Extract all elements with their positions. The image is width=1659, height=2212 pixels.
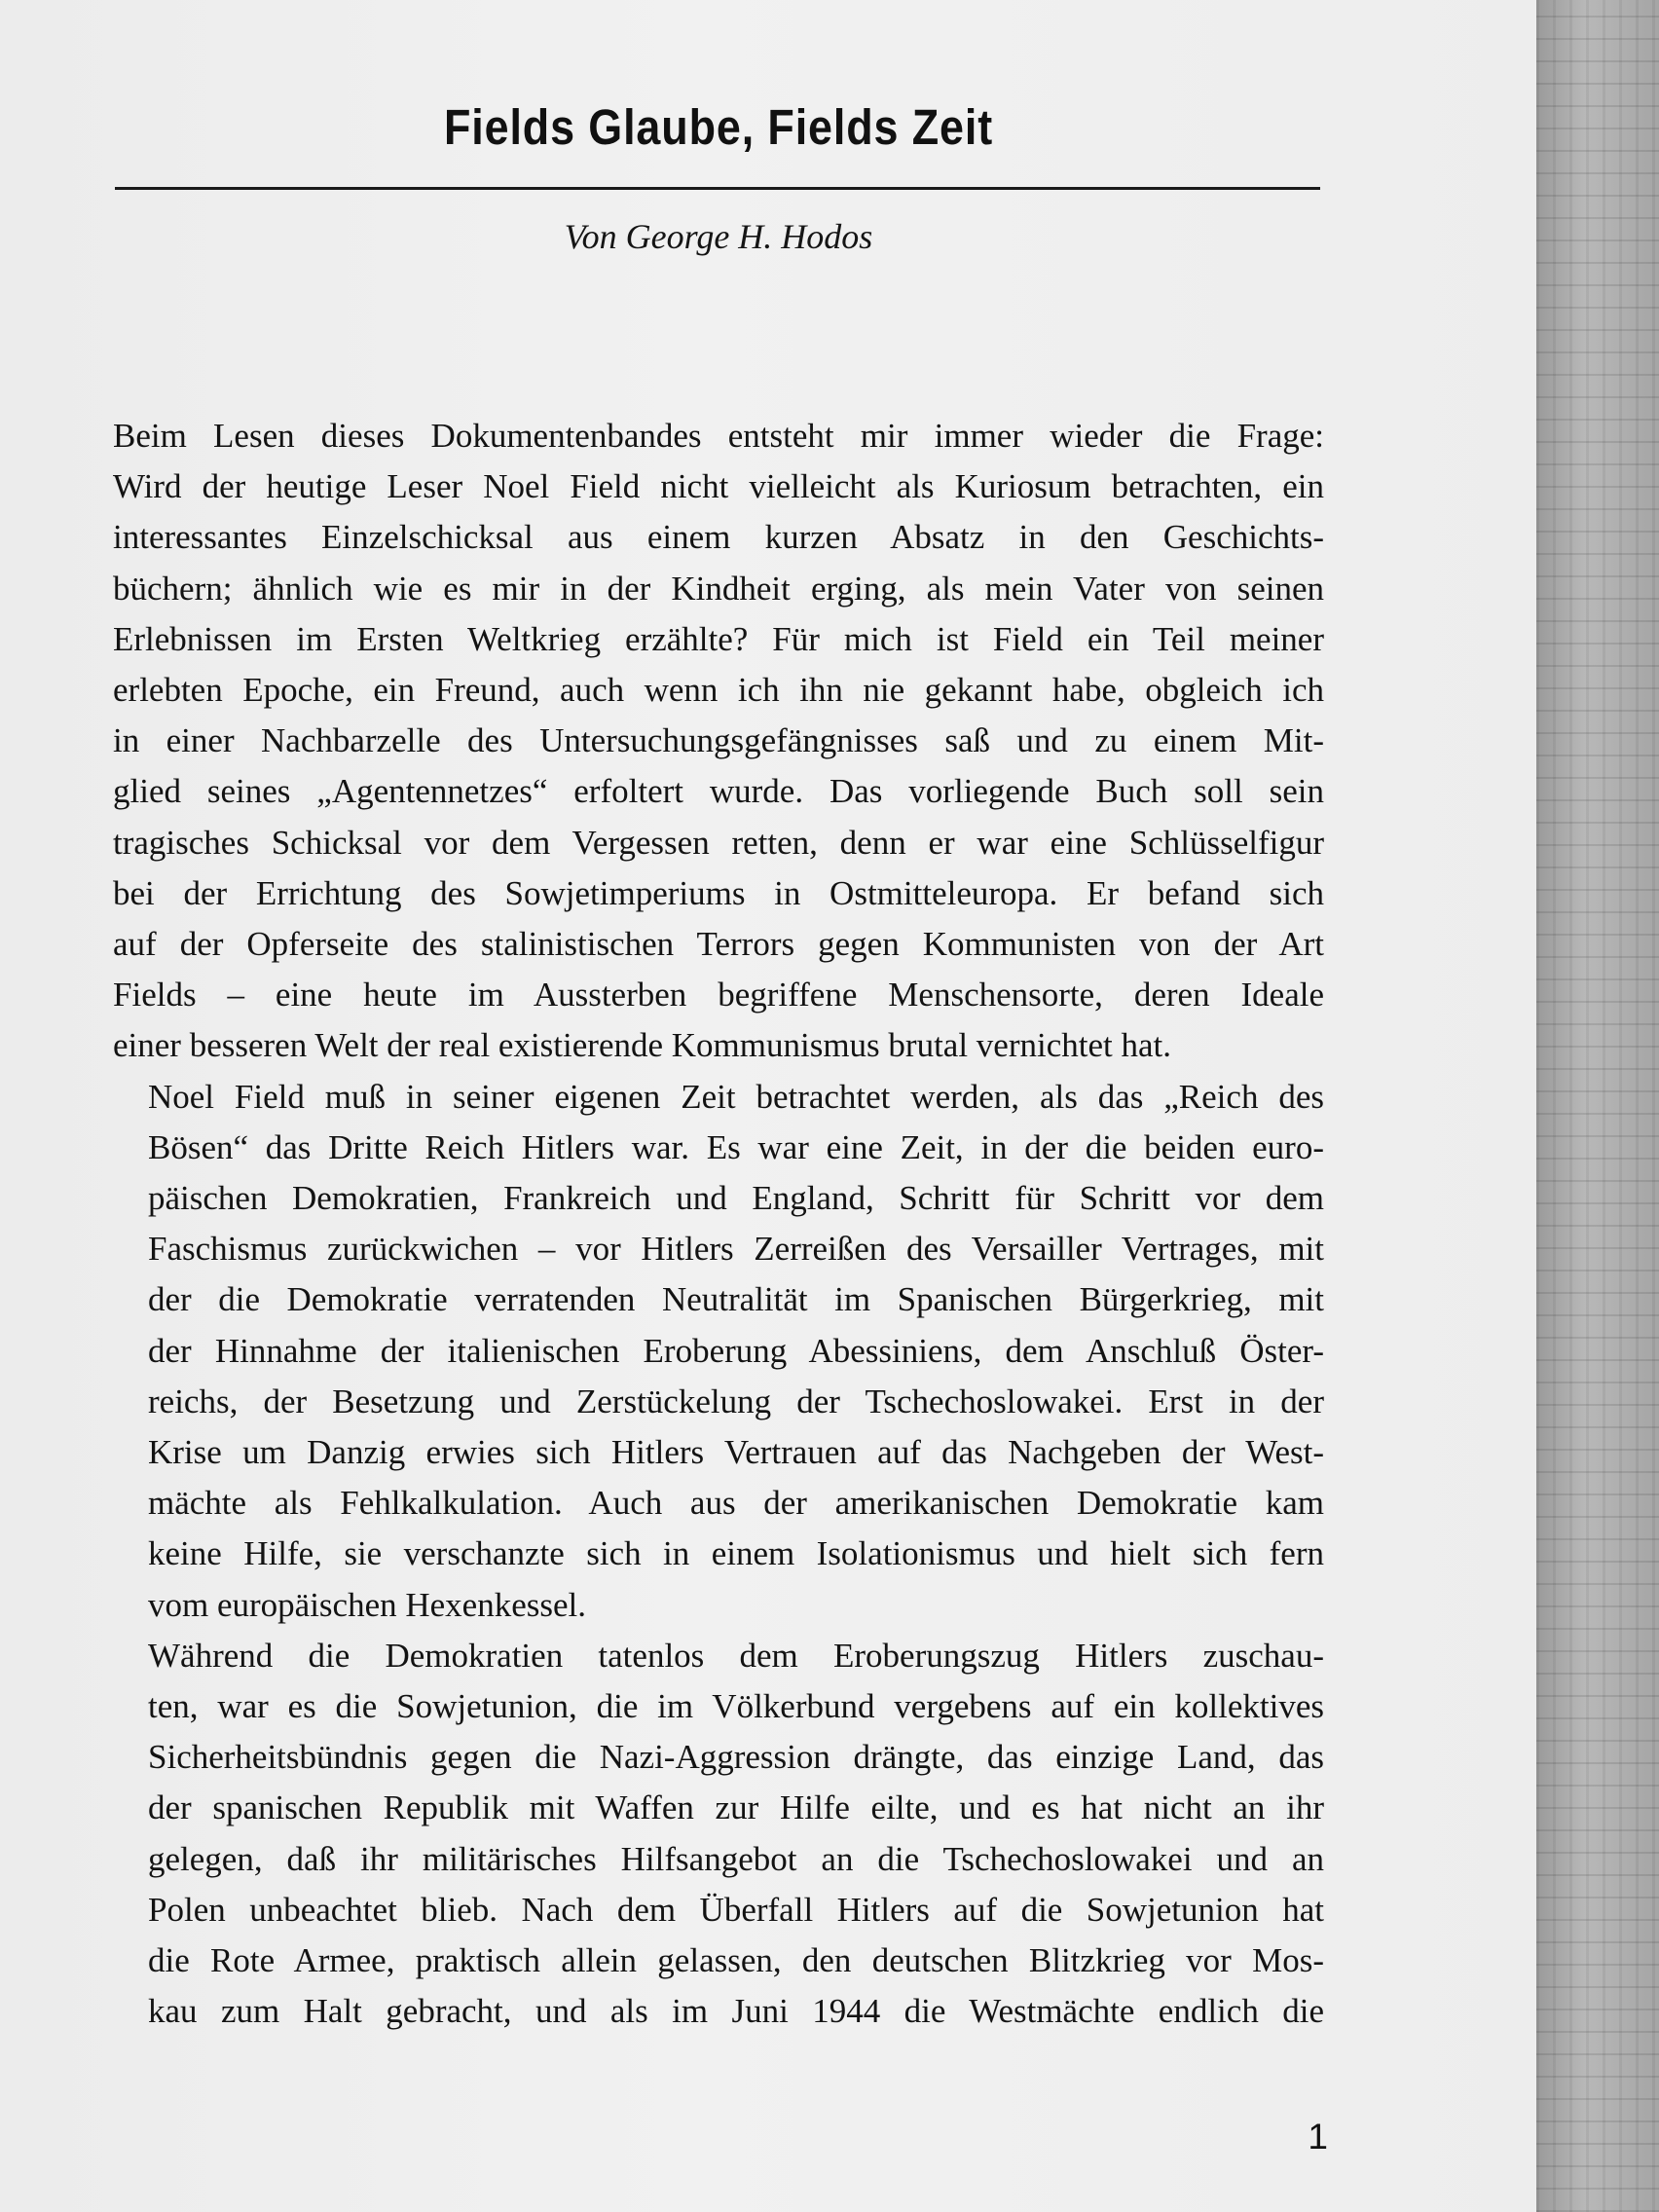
text-line: die Rote Armee, praktisch allein gelassen, den deutschen Blitzkrieg vor Mos- bbox=[148, 1941, 1324, 1980]
text-line: Beim Lesen dieses Dokumentenbandes entsteht mir immer wieder die Frage: bbox=[113, 417, 1324, 455]
text-line: Wird der heutige Leser Noel Field nicht vielleicht als Kuriosum betrachten, ein bbox=[113, 467, 1324, 506]
text-line: Noel Field muß in seiner eigenen Zeit betrachtet werden, als das „Reich des bbox=[148, 1077, 1324, 1116]
text-line: Krise um Danzig erwies sich Hitlers Vertrauen auf das Nachgeben der West- bbox=[148, 1433, 1324, 1472]
text-line: gelegen, daß ihr militärisches Hilfsangebot an die Tschechoslowakei und an bbox=[148, 1839, 1324, 1878]
text-line: keine Hilfe, sie verschanzte sich in einem Isolationismus und hielt sich fern bbox=[148, 1534, 1324, 1573]
text-line: der die Demokratie verratenden Neutralität im Spanischen Bürgerkrieg, mit bbox=[148, 1280, 1324, 1319]
text-line: der Hinnahme der italienischen Eroberung Abessiniens, dem Anschluß Öster- bbox=[148, 1331, 1324, 1370]
text-line: Während die Demokratien tatenlos dem Eroberungszug Hitlers zuschau- bbox=[148, 1636, 1324, 1675]
text-line: interessantes Einzelschicksal aus einem kurzen Absatz in den Geschichts- bbox=[113, 518, 1324, 557]
text-line: Fields – eine heute im Aussterben begriffene Menschensorte, deren Ideale bbox=[113, 976, 1324, 1014]
paragraph bbox=[113, 1072, 1324, 1631]
text-line: auf der Opferseite des stalinistischen Terrors gegen Kommunisten von der Art bbox=[113, 925, 1324, 964]
text-line: päischen Demokratien, Frankreich und England, Schritt für Schritt vor dem bbox=[148, 1179, 1324, 1218]
text-line: büchern; ähnlich wie es mir in der Kindheit erging, als mein Vater von seinen bbox=[113, 569, 1324, 608]
text-line: bei der Errichtung des Sowjetimperiums in Ostmitteleuropa. Er befand sich bbox=[113, 873, 1324, 912]
paragraph bbox=[113, 1631, 1324, 2038]
article-body bbox=[113, 411, 1324, 2038]
text-line: Sicherheitsbündnis gegen die Nazi-Aggression drängte, das einzige Land, das bbox=[148, 1738, 1324, 1777]
article-title: Fields Glaube, Fields Zeit bbox=[443, 99, 994, 155]
text-line: mächte als Fehlkalkulation. Auch aus der amerikanischen Demokratie kam bbox=[148, 1484, 1324, 1523]
text-line: Faschismus zurückwichen – vor Hitlers Zerreißen des Versailler Vertrages, mit bbox=[148, 1230, 1324, 1269]
page-number: 1 bbox=[1308, 2117, 1328, 2157]
text-line: ten, war es die Sowjetunion, die im Völkerbund vergebens auf ein kollektives bbox=[148, 1687, 1324, 1726]
text-line: einer besseren Welt der real existierende Kommunismus brutal vernichtet hat. bbox=[113, 1026, 1171, 1065]
title-rule bbox=[115, 187, 1320, 190]
text-line: glied seines „Agentennetzes“ erfoltert wurde. Das vorliegende Buch soll sein bbox=[113, 772, 1324, 811]
text-line: Bösen“ das Dritte Reich Hitlers war. Es war eine Zeit, in der die beiden euro- bbox=[148, 1127, 1324, 1166]
text-line: vom europäischen Hexenkessel. bbox=[148, 1585, 586, 1624]
text-line: erlebten Epoche, ein Freund, auch wenn ich ihn nie gekannt habe, obgleich ich bbox=[113, 671, 1324, 710]
text-line: in einer Nachbarzelle des Untersuchungsgefängnisses saß und zu einem Mit- bbox=[113, 721, 1324, 760]
text-line: Polen unbeachtet blieb. Nach dem Überfall Hitlers auf die Sowjetunion hat bbox=[148, 1890, 1324, 1929]
author-byline: Von George H. Hodos bbox=[564, 217, 873, 256]
paragraph bbox=[113, 411, 1324, 1072]
text-line: kau zum Halt gebracht, und als im Juni 1944 die Westmächte endlich die bbox=[148, 1992, 1324, 2031]
text-line: Erlebnissen im Ersten Weltkrieg erzählte? Für mich ist Field ein Teil meiner bbox=[113, 619, 1324, 658]
background-surface bbox=[1536, 0, 1659, 2212]
text-line: reichs, der Besetzung und Zerstückelung der Tschechoslowakei. Erst in der bbox=[148, 1382, 1324, 1420]
text-line: der spanischen Republik mit Waffen zur Hilfe eilte, und es hat nicht an ihr bbox=[148, 1788, 1324, 1827]
text-line: tragisches Schicksal vor dem Vergessen retten, denn er war eine Schlüsselfigur bbox=[113, 823, 1324, 862]
